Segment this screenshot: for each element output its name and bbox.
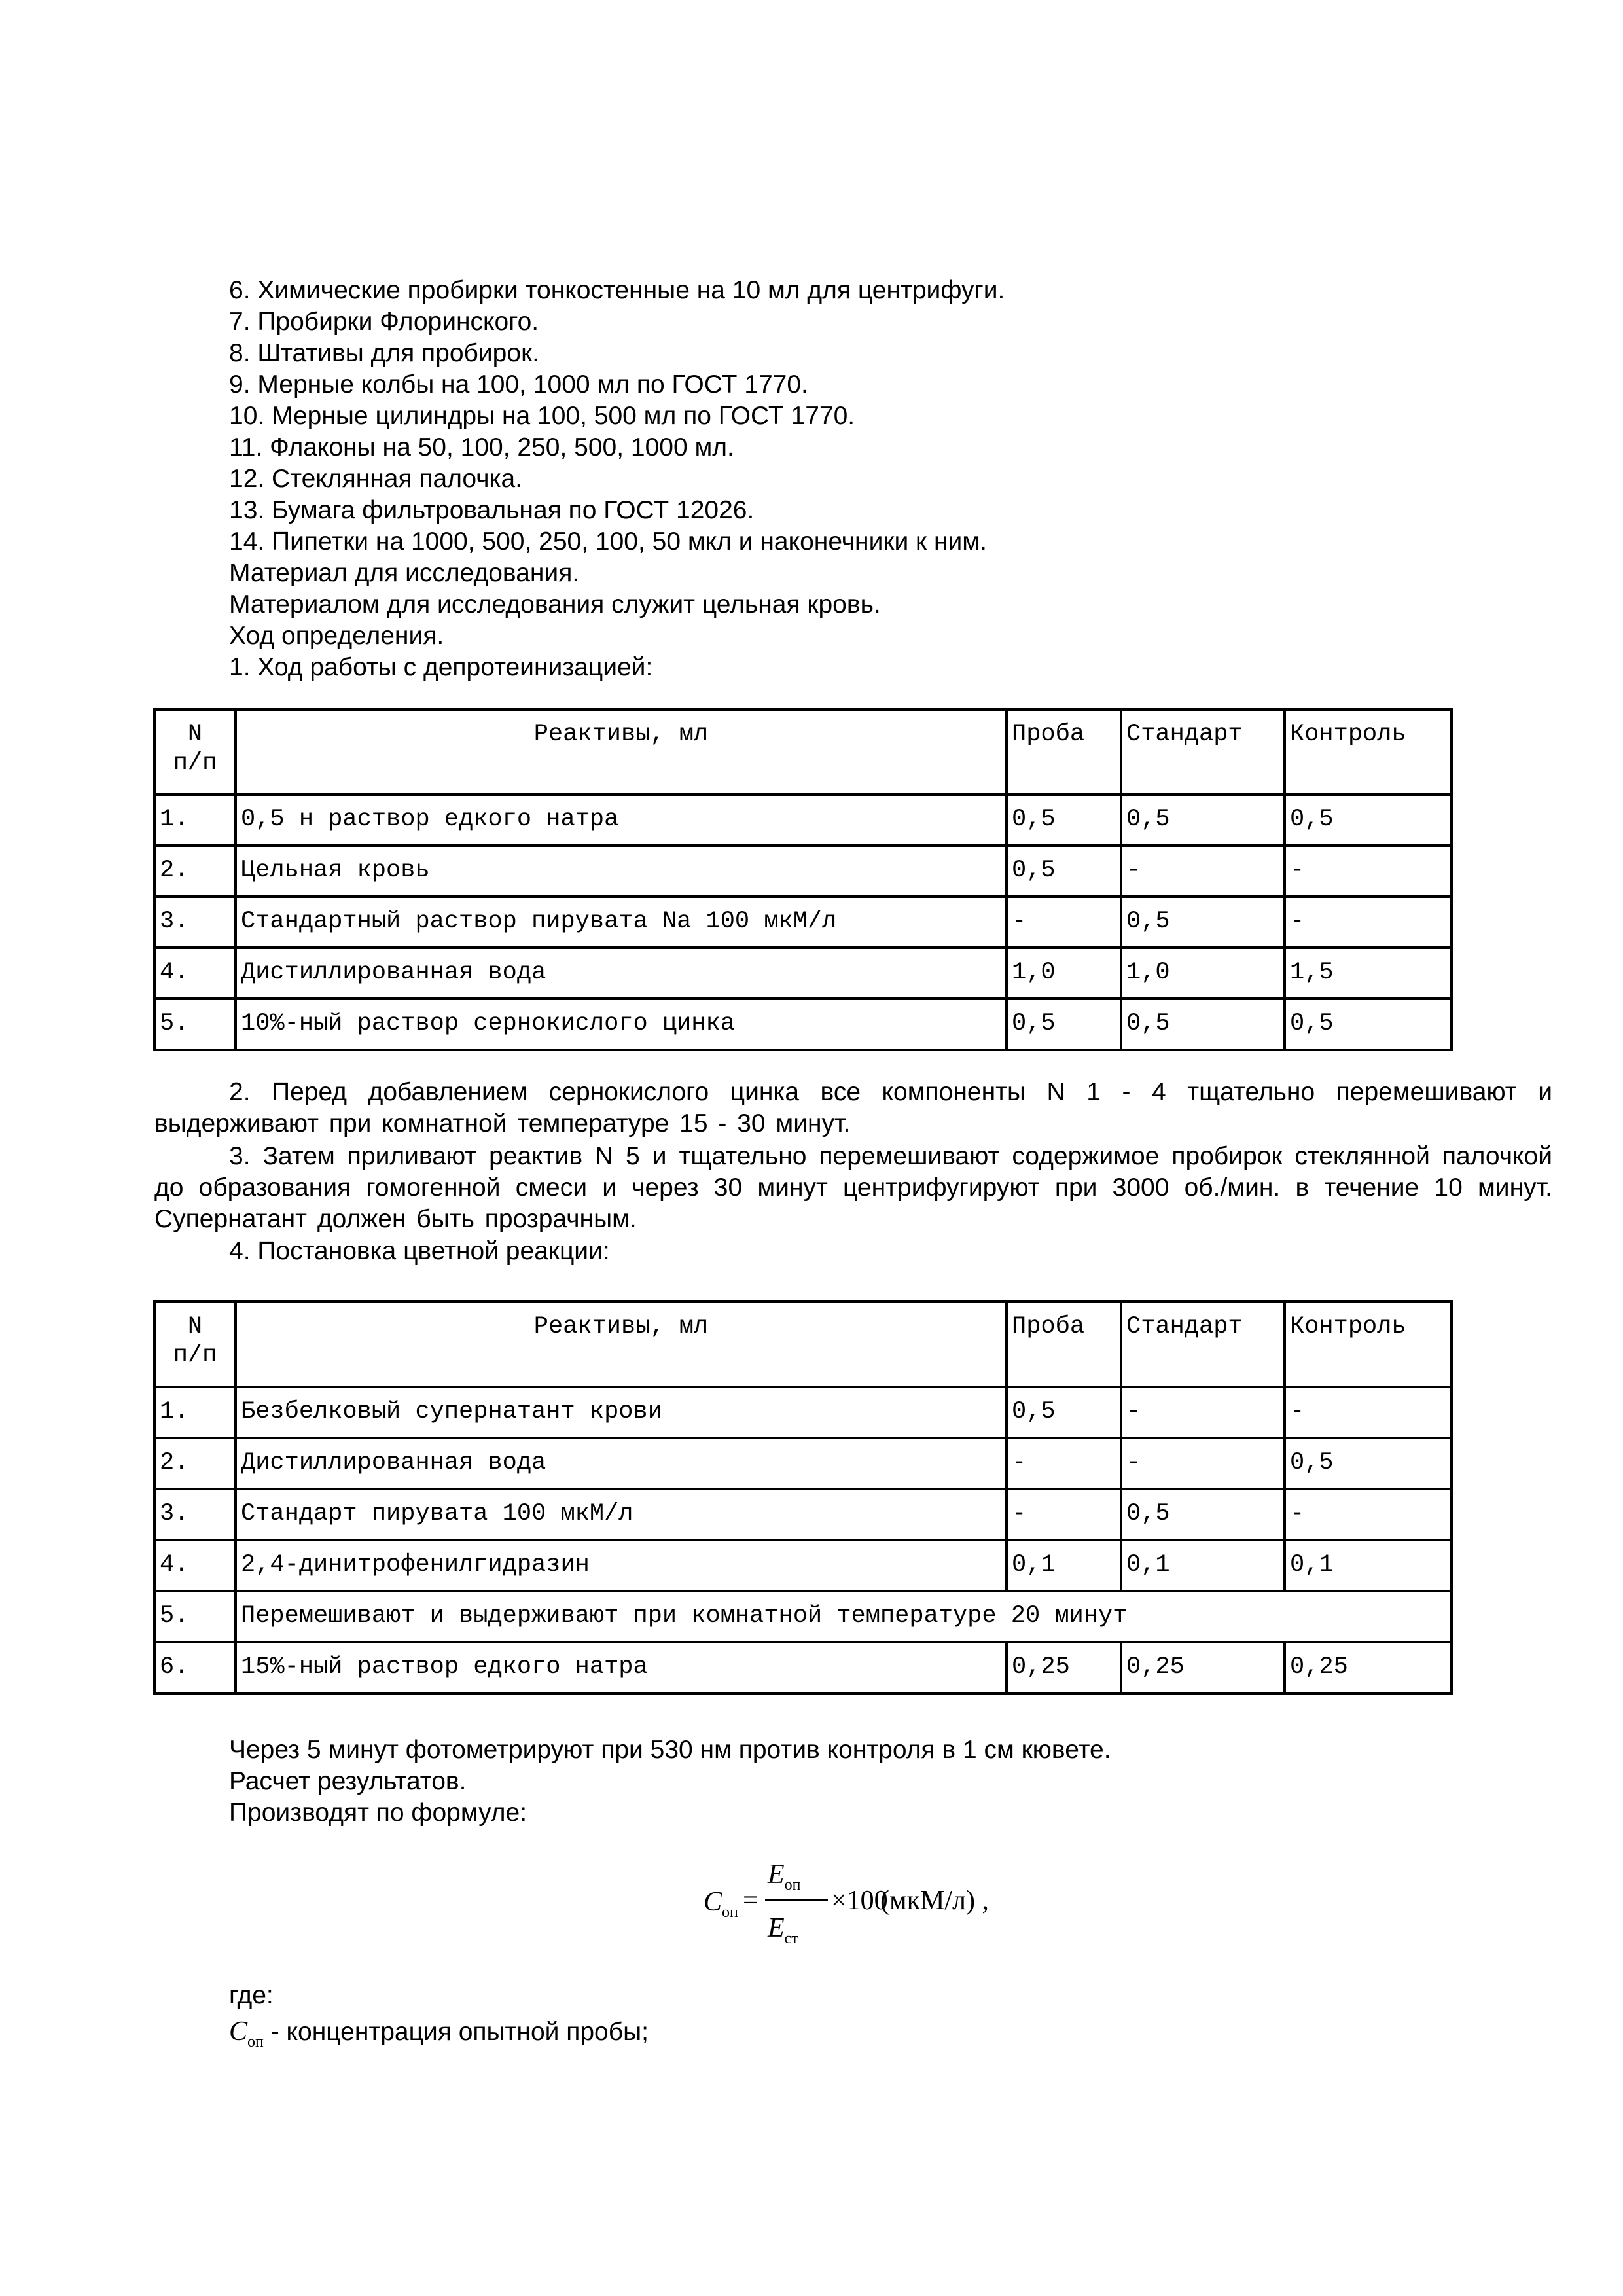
cell-num: 1. — [154, 795, 236, 846]
cell-control: 0,5 — [1285, 795, 1452, 846]
cell-num: 5. — [154, 999, 236, 1050]
cell-sample: 0,1 — [1007, 1540, 1121, 1591]
cell-reagent: Дистиллированная вода — [236, 948, 1007, 999]
table-row — [154, 999, 1452, 1050]
definition-line — [229, 2016, 649, 2051]
cell-control: 0,1 — [1285, 1540, 1452, 1591]
header-sample: Проба — [1007, 1302, 1121, 1387]
cell-sample: 1,0 — [1007, 948, 1121, 999]
cell-num: 2. — [154, 1438, 236, 1489]
table-row — [154, 1438, 1452, 1489]
cell-standard: - — [1121, 1438, 1285, 1489]
cell-reagent: Цельная кровь — [236, 846, 1007, 897]
cell-sample: 0,25 — [1007, 1642, 1121, 1693]
cell-reagent: Дистиллированная вода — [236, 1438, 1007, 1489]
cell-standard: - — [1121, 1387, 1285, 1438]
header-reagent: Реактивы, мл — [236, 1302, 1007, 1387]
list-item: 14. Пипетки на 1000, 500, 250, 100, 50 мкл и наконечники к ним. — [229, 528, 987, 556]
cell-standard: 0,25 — [1121, 1642, 1285, 1693]
cell-standard: 0,1 — [1121, 1540, 1285, 1591]
formula-multiplier: ×100 — [831, 1886, 888, 1916]
section-heading: Материал для исследования. — [229, 559, 580, 587]
where-label: где: — [229, 1981, 274, 2009]
body-text: Производят по формуле: — [229, 1799, 527, 1827]
reagents-table-deproteinization — [153, 708, 1453, 1051]
header-control: Контроль — [1285, 1302, 1452, 1387]
cell-num: 5. — [154, 1591, 236, 1642]
table-header-row — [154, 1302, 1452, 1387]
section-heading: Ход определения. — [229, 622, 444, 650]
formula-fraction-bar — [765, 1899, 828, 1901]
cell-sample: 0,5 — [1007, 795, 1121, 846]
cell-num: 3. — [154, 897, 236, 948]
cell-sample: 0,5 — [1007, 1387, 1121, 1438]
cell-num: 3. — [154, 1489, 236, 1540]
header-sample: Проба — [1007, 709, 1121, 795]
table-row — [154, 1489, 1452, 1540]
cell-num: 1. — [154, 1387, 236, 1438]
header-standard: Стандарт — [1121, 709, 1285, 795]
formula-numerator: $E_{оп}$ — [768, 1859, 801, 1893]
definition-symbol: $C_{оп}$ — [229, 2017, 264, 2051]
list-item: 9. Мерные колбы на 100, 1000 мл по ГОСТ 1770. — [229, 370, 808, 399]
header-num: N п/п — [154, 1302, 236, 1387]
table-row — [154, 795, 1452, 846]
step-heading: 1. Ход работы с депротеинизацией: — [229, 653, 653, 681]
concentration-formula — [697, 1859, 1037, 1957]
cell-sample: 0,5 — [1007, 999, 1121, 1050]
table-row — [154, 948, 1452, 999]
body-text: Материалом для исследования служит цельная кровь. — [229, 590, 881, 619]
cell-num: 4. — [154, 948, 236, 999]
formula-unit: (мкМ/л) , — [880, 1886, 989, 1916]
formula-c: $C_{оп}$ — [704, 1887, 738, 1921]
cell-control: 0,5 — [1285, 999, 1452, 1050]
table-row — [154, 1591, 1452, 1642]
cell-reagent: Стандартный раствор пирувата Na 100 мкМ/л — [236, 897, 1007, 948]
header-standard: Стандарт — [1121, 1302, 1285, 1387]
cell-num: 2. — [154, 846, 236, 897]
cell-control: 0,25 — [1285, 1642, 1452, 1693]
table-row — [154, 846, 1452, 897]
cell-standard: 0,5 — [1121, 897, 1285, 948]
cell-control: - — [1285, 846, 1452, 897]
list-item: 7. Пробирки Флоринского. — [229, 308, 539, 336]
cell-num: 4. — [154, 1540, 236, 1591]
cell-reagent: 2,4-динитрофенилгидразин — [236, 1540, 1007, 1591]
cell-sample: 0,5 — [1007, 846, 1121, 897]
cell-sample: - — [1007, 1438, 1121, 1489]
formula-denominator: $E_{ст}$ — [768, 1913, 798, 1947]
list-item: 12. Стеклянная палочка. — [229, 465, 523, 493]
cell-sample: - — [1007, 897, 1121, 948]
cell-standard: 0,5 — [1121, 795, 1285, 846]
step-heading: 4. Постановка цветной реакции: — [229, 1237, 610, 1265]
header-control: Контроль — [1285, 709, 1452, 795]
cell-standard: 0,5 — [1121, 1489, 1285, 1540]
cell-control: - — [1285, 1489, 1452, 1540]
table-row — [154, 1540, 1452, 1591]
reagents-table-color-reaction — [153, 1300, 1453, 1695]
cell-reagent: 15%-ный раствор едкого натра — [236, 1642, 1007, 1693]
paragraph-step-2: 2. Перед добавлением сернокислого цинка все компоненты N 1 - 4 тщательно перемешивают и выдерживают при комнатной температуре 15 - 30 минут. — [154, 1078, 1552, 1138]
formula-equals: = — [743, 1886, 758, 1916]
cell-control: - — [1285, 897, 1452, 948]
definition-text: - концентрация опытной пробы; — [270, 2018, 649, 2046]
table-header-row — [154, 709, 1452, 795]
cell-standard: - — [1121, 846, 1285, 897]
header-num: N п/п — [154, 709, 236, 795]
list-item: 13. Бумага фильтровальная по ГОСТ 12026. — [229, 496, 755, 524]
cell-merged-instruction: Перемешивают и выдерживают при комнатной температуре 20 минут — [236, 1591, 1452, 1642]
list-item: 11. Флаконы на 50, 100, 250, 500, 1000 мл. — [229, 433, 734, 461]
cell-control: 0,5 — [1285, 1438, 1452, 1489]
list-item: 10. Мерные цилиндры на 100, 500 мл по ГОСТ 1770. — [229, 402, 855, 430]
cell-standard: 0,5 — [1121, 999, 1285, 1050]
list-item: 8. Штативы для пробирок. — [229, 339, 539, 367]
cell-reagent: 10%-ный раствор сернокислого цинка — [236, 999, 1007, 1050]
list-item: 6. Химические пробирки тонкостенные на 10 мл для центрифуги. — [229, 276, 1005, 304]
table-row — [154, 1387, 1452, 1438]
cell-control: 1,5 — [1285, 948, 1452, 999]
body-text: Через 5 минут фотометрируют при 530 нм против контроля в 1 см кювете. — [229, 1736, 1111, 1764]
table-row — [154, 1642, 1452, 1693]
cell-reagent: Стандарт пирувата 100 мкМ/л — [236, 1489, 1007, 1540]
table-row — [154, 897, 1452, 948]
cell-control: - — [1285, 1387, 1452, 1438]
cell-standard: 1,0 — [1121, 948, 1285, 999]
cell-reagent: Безбелковый супернатант крови — [236, 1387, 1007, 1438]
paragraph-step-3: 3. Затем приливают реактив N 5 и тщательно перемешивают содержимое пробирок стеклянной палочкой до образования гомогенной смеси и через 30 минут центрифугируют при 3000 об./мин. в течение 10 минут. Супернатант должен быть прозрачным. — [154, 1142, 1552, 1233]
cell-reagent: 0,5 н раствор едкого натра — [236, 795, 1007, 846]
cell-sample: - — [1007, 1489, 1121, 1540]
cell-num: 6. — [154, 1642, 236, 1693]
header-reagent: Реактивы, мл — [236, 709, 1007, 795]
section-heading: Расчет результатов. — [229, 1767, 467, 1795]
